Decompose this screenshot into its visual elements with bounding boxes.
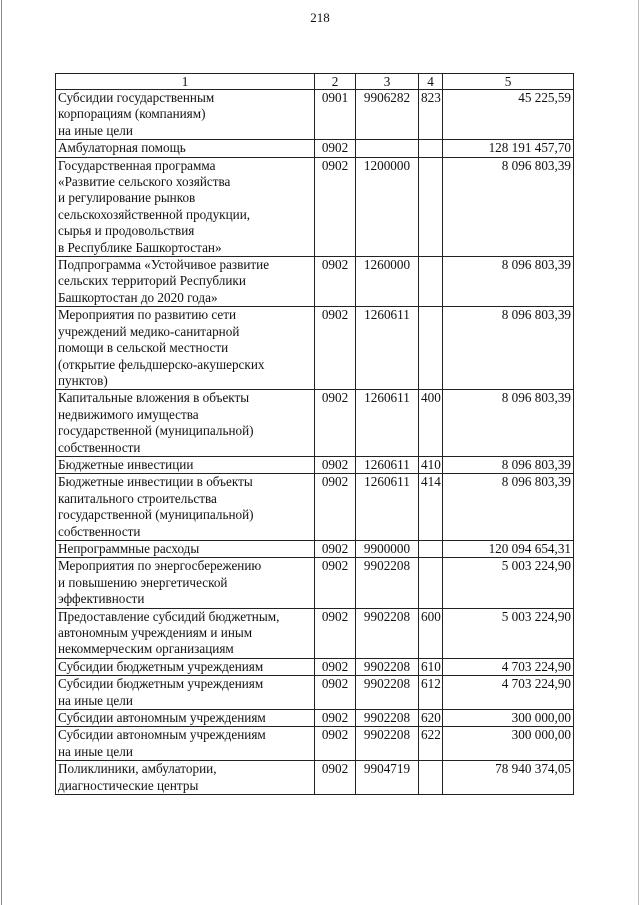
row-name-line: некоммерческим организациям [58, 641, 234, 657]
row-name-line: сельскохозяйственной продукции, [58, 206, 251, 222]
header-col-5: 5 [443, 74, 574, 90]
row-name-line: Субсидии бюджетным учреждениям [58, 676, 264, 692]
row-name [56, 727, 315, 761]
row-section: 0902 [315, 456, 356, 473]
row-name-line: Капитальные вложения в объекты [58, 390, 250, 406]
row-target-code [356, 140, 419, 157]
table-row [56, 307, 574, 390]
row-amount: 4 703 224,90 [443, 676, 574, 710]
table-row [56, 676, 574, 710]
row-name-line: помощи в сельской местности [58, 340, 229, 356]
row-target-code: 9900000 [356, 540, 419, 557]
row-target-code: 9902208 [356, 727, 419, 761]
row-expense-type [419, 157, 443, 256]
row-amount: 5 003 224,90 [443, 558, 574, 608]
row-name-line: на иные цели [58, 743, 133, 759]
row-name-line: Бюджетные инвестиции [58, 456, 194, 472]
row-name-line: недвижимого имущества [58, 406, 199, 422]
table-row [56, 390, 574, 457]
row-name-line: Предоставление субсидий бюджетным, [58, 608, 280, 624]
table-row [56, 140, 574, 157]
table-row [56, 456, 574, 473]
row-section: 0902 [315, 390, 356, 457]
row-name [56, 474, 315, 541]
table-row [56, 608, 574, 658]
row-amount: 8 096 803,39 [443, 390, 574, 457]
row-name-line: капитального строительства [58, 490, 217, 506]
table-row [56, 710, 574, 727]
row-section: 0902 [315, 608, 356, 658]
row-name-line: и регулирование рынков [58, 190, 196, 206]
row-section: 0902 [315, 658, 356, 675]
row-name-line: Субсидии автономным учреждениям [58, 727, 266, 743]
row-section: 0902 [315, 676, 356, 710]
row-name-line: корпорациям (компаниям) [58, 106, 206, 122]
row-amount: 45 225,59 [443, 90, 574, 140]
row-name-line: и повышению энергетической [58, 574, 228, 590]
row-amount: 8 096 803,39 [443, 157, 574, 256]
row-expense-type: 620 [419, 710, 443, 727]
row-name [56, 307, 315, 390]
row-name-line: диагностические центры [58, 777, 199, 793]
row-amount: 128 191 457,70 [443, 140, 574, 157]
row-expense-type [419, 558, 443, 608]
header-col-2: 2 [315, 74, 356, 90]
table-row [56, 558, 574, 608]
row-name-line: Государственная программа [58, 157, 216, 173]
table-row [56, 540, 574, 557]
row-amount: 8 096 803,39 [443, 307, 574, 390]
table-body [56, 90, 574, 795]
row-target-code: 1260611 [356, 474, 419, 541]
row-name-line: на иные цели [58, 122, 133, 138]
row-name [56, 140, 315, 157]
row-section: 0902 [315, 257, 356, 307]
row-name-line: государственной (муниципальной) [58, 507, 254, 523]
row-name-line: Подпрограмма «Устойчивое развитие [58, 257, 270, 273]
row-section: 0902 [315, 307, 356, 390]
row-target-code: 1200000 [356, 157, 419, 256]
row-name-line: учреждений медико-санитарной [58, 323, 240, 339]
row-amount: 300 000,00 [443, 727, 574, 761]
row-name [56, 558, 315, 608]
row-section: 0902 [315, 727, 356, 761]
row-name-line: Мероприятия по энергосбережению [58, 558, 262, 574]
row-name-line: (открытие фельдшерско-акушерских [58, 356, 265, 372]
row-amount: 78 940 374,05 [443, 761, 574, 795]
row-expense-type [419, 540, 443, 557]
row-target-code: 9902208 [356, 710, 419, 727]
row-amount: 8 096 803,39 [443, 474, 574, 541]
row-name-line: Субсидии бюджетным учреждениям [58, 658, 264, 674]
header-col-4: 4 [419, 74, 443, 90]
table-row [56, 761, 574, 795]
header-col-3: 3 [356, 74, 419, 90]
row-section: 0902 [315, 540, 356, 557]
row-expense-type: 610 [419, 658, 443, 675]
row-expense-type: 414 [419, 474, 443, 541]
row-name-line: Бюджетные инвестиции в объекты [58, 474, 253, 490]
row-name-line: Амбулаторная помощь [58, 140, 186, 156]
row-target-code: 9902208 [356, 608, 419, 658]
row-section: 0901 [315, 90, 356, 140]
header-row [56, 74, 574, 90]
row-amount: 300 000,00 [443, 710, 574, 727]
row-expense-type: 400 [419, 390, 443, 457]
table-row [56, 157, 574, 256]
row-name-line: собственности [58, 439, 141, 455]
scan-edge-left [1, 0, 2, 905]
row-name [56, 710, 315, 727]
row-section: 0902 [315, 157, 356, 256]
row-name-line: Субсидии государственным [58, 90, 215, 105]
page-number: 218 [310, 10, 330, 25]
row-target-code: 1260611 [356, 456, 419, 473]
row-name [56, 676, 315, 710]
row-name-line: сельских территорий Республики [58, 273, 246, 289]
table-row [56, 727, 574, 761]
row-name [56, 658, 315, 675]
table-row [56, 90, 574, 140]
row-name-line: пунктов) [58, 372, 108, 388]
row-target-code: 1260000 [356, 257, 419, 307]
row-amount: 8 096 803,39 [443, 257, 574, 307]
row-expense-type: 410 [419, 456, 443, 473]
row-target-code: 9902208 [356, 558, 419, 608]
row-section: 0902 [315, 558, 356, 608]
row-name [56, 761, 315, 795]
row-name-line: автономным учреждениям и иным [58, 625, 253, 640]
row-target-code: 9904719 [356, 761, 419, 795]
row-target-code: 9902208 [356, 676, 419, 710]
row-expense-type [419, 761, 443, 795]
row-name-line: сырья и продовольствия [58, 223, 195, 239]
header-col-1: 1 [56, 74, 315, 90]
row-target-code: 9906282 [356, 90, 419, 140]
row-name-line: Поликлиники, амбулатории, [58, 761, 217, 777]
row-expense-type: 600 [419, 608, 443, 658]
scan-edge-right [638, 0, 639, 905]
row-name-line: Мероприятия по развитию сети [58, 307, 237, 323]
row-section: 0902 [315, 140, 356, 157]
row-amount: 120 094 654,31 [443, 540, 574, 557]
row-target-code: 1260611 [356, 390, 419, 457]
row-name-line: Башкортостан до 2020 года» [58, 289, 218, 305]
row-name [56, 157, 315, 256]
row-name-line: «Развитие сельского хозяйства [58, 174, 231, 190]
row-name [56, 540, 315, 557]
row-name-line: в Республике Башкортостан» [58, 239, 222, 255]
budget-table [55, 73, 574, 795]
row-amount: 5 003 224,90 [443, 608, 574, 658]
row-name-line: Субсидии автономным учреждениям [58, 710, 266, 726]
row-name-line: собственности [58, 523, 141, 539]
row-expense-type [419, 257, 443, 307]
row-expense-type [419, 140, 443, 157]
row-name [56, 390, 315, 457]
row-name [56, 257, 315, 307]
table-row [56, 658, 574, 675]
row-name [56, 90, 315, 140]
row-expense-type [419, 307, 443, 390]
row-amount: 4 703 224,90 [443, 658, 574, 675]
row-name-line: на иные цели [58, 692, 133, 708]
row-expense-type: 622 [419, 727, 443, 761]
table-row [56, 257, 574, 307]
table-row [56, 474, 574, 541]
row-target-code: 1260611 [356, 307, 419, 390]
row-name-line: эффективности [58, 591, 145, 607]
row-amount: 8 096 803,39 [443, 456, 574, 473]
row-name-line: государственной (муниципальной) [58, 423, 254, 439]
row-name [56, 608, 315, 658]
row-name-line: Непрограммные расходы [58, 540, 200, 556]
row-section: 0902 [315, 710, 356, 727]
row-section: 0902 [315, 474, 356, 541]
row-target-code: 9902208 [356, 658, 419, 675]
row-expense-type: 823 [419, 90, 443, 140]
table-header [56, 74, 574, 90]
row-expense-type: 612 [419, 676, 443, 710]
row-name [56, 456, 315, 473]
row-section: 0902 [315, 761, 356, 795]
